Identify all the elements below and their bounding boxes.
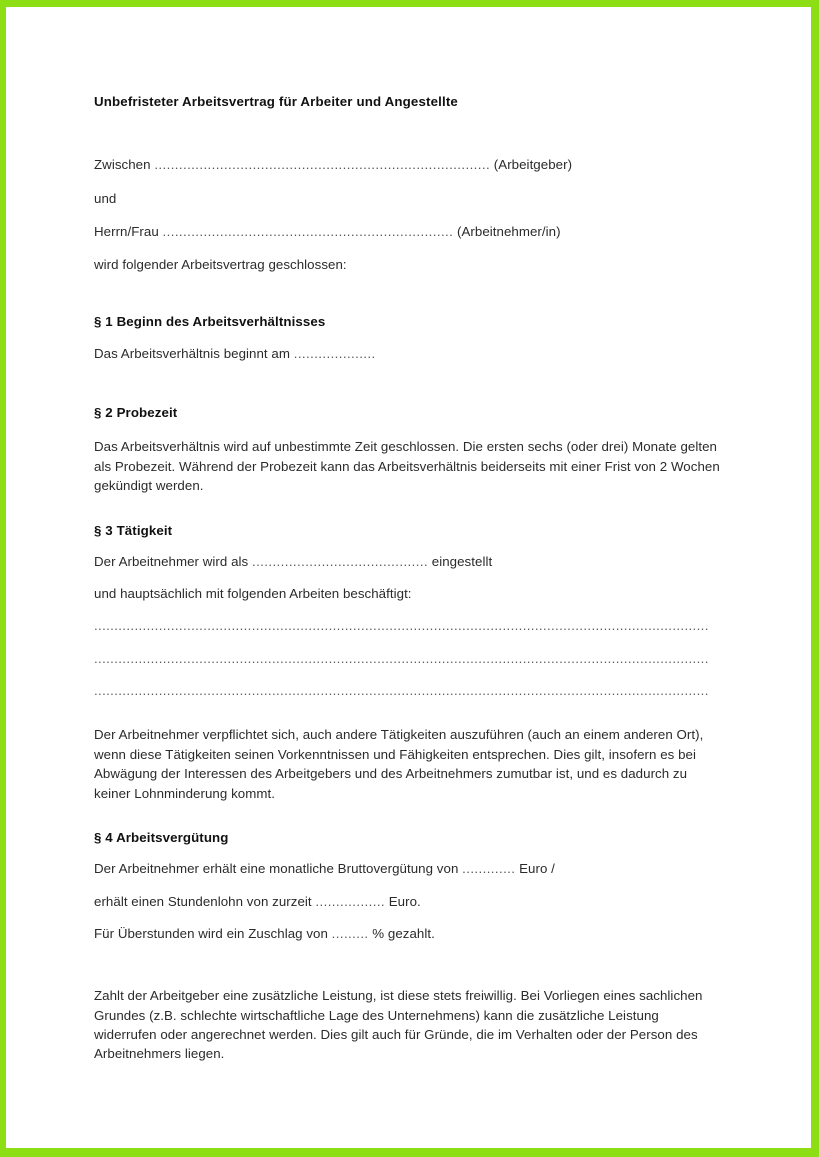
spacer xyxy=(94,419,721,437)
section-3-line-1-suffix: eingestellt xyxy=(428,553,493,569)
conjunction-line: und xyxy=(94,190,117,206)
section-heading-1: § 1 Beginn des Arbeitsverhältnisses xyxy=(94,314,326,330)
spacer xyxy=(94,568,721,587)
spacer xyxy=(94,496,721,524)
section-4-overtime-dots: ......... xyxy=(331,925,369,941)
blank-fill-line[interactable]: ........................................................................................................................................................ xyxy=(94,619,709,633)
spacer xyxy=(94,108,721,158)
employee-fill-dots: ....................................................................... xyxy=(162,223,454,239)
spacer xyxy=(94,844,721,862)
section-4-line-1-suffix: Euro / xyxy=(515,861,555,877)
spacer xyxy=(94,940,721,986)
section-4-hourly-dots: ................. xyxy=(315,893,386,909)
section-4-line-1 xyxy=(94,862,721,875)
employee-label: Herrn/Frau xyxy=(94,223,159,239)
section-1-body xyxy=(94,347,721,360)
section-heading-2: § 2 Probezeit xyxy=(94,405,178,421)
employer-line xyxy=(94,158,721,171)
section-2-body: Das Arbeitsverhältnis wird auf unbestimmte Zeit geschlossen. Die ersten sechs (oder drei) Monate gelten als Probezeit. Während der Probezeit kann das Arbeitsverhältnis beiderseits mit einer Frist von 2 Wochen gekündigt werden. xyxy=(94,439,720,494)
section-3-fill-dots: ........................................... xyxy=(251,553,429,569)
spacer xyxy=(94,633,721,652)
section-4-line-3 xyxy=(94,927,721,940)
employer-role: (Arbeitgeber) xyxy=(493,157,573,173)
section-3-line-1-prefix: Der Arbeitnehmer wird als xyxy=(94,553,252,569)
spacer xyxy=(94,876,721,895)
contract-closing-line: wird folgender Arbeitsvertrag geschlossen: xyxy=(94,257,347,273)
blank-fill-line[interactable]: ........................................................................................................................................................ xyxy=(94,651,709,666)
document-page xyxy=(6,7,811,1148)
section-4-line-1-prefix: Der Arbeitnehmer erhält eine monatliche Bruttovergütung von xyxy=(94,861,463,877)
spacer xyxy=(94,600,721,619)
section-1-body-prefix: Das Arbeitsverhältnis beginnt am xyxy=(94,345,294,361)
section-4-closing-paragraph: Zahlt der Arbeitgeber eine zusätzliche Leistung, ist diese stets freiwillig. Bei Vorliegen eines sachlichen Grundes (z.B. schlechte wirtschaftliche Lage des Unternehmens) kann die zusätzliche Leistung widerrufen oder angerechnet werden. Dies gilt auch für Gründe, die im Verhalten oder der Person des Arbeitnehmers liegen. xyxy=(94,988,703,1062)
section-4-line-2-suffix: Euro. xyxy=(385,893,421,909)
spacer xyxy=(94,537,721,555)
section-heading-4: § 4 Arbeitsvergütung xyxy=(94,830,229,845)
section-3-line-2: und hauptsächlich mit folgenden Arbeiten beschäftigt: xyxy=(94,586,412,602)
spacer xyxy=(94,238,721,258)
section-3-line-1 xyxy=(94,555,721,568)
section-4-line-3-prefix: Für Überstunden wird ein Zuschlag von xyxy=(94,925,332,941)
spacer xyxy=(94,205,721,225)
page-title: Unbefristeter Arbeitsvertrag für Arbeiter und Angestellte xyxy=(94,94,458,109)
section-4-line-2-prefix: erhält einen Stundenlohn von zurzeit xyxy=(94,893,316,909)
spacer xyxy=(94,172,721,192)
spacer xyxy=(94,697,721,725)
spacer xyxy=(94,803,721,831)
employer-label: Zwischen xyxy=(94,157,151,173)
section-1-fill-dots: .................... xyxy=(293,345,376,361)
section-3-paragraph: Der Arbeitnehmer verpflichtet sich, auch andere Tätigkeiten auszuführen (auch an einem anderen Ort), wenn diese Tätigkeiten seinen Vorkenntnissen und Fähigkeiten entsprechen. Dies gilt, insofern es bei Abwägung der Interessen des Arbeitgebers und des Arbeitnehmers zumutbar ist, und es dadurch zu keiner Lohnminderung kommt. xyxy=(94,727,704,801)
section-4-salary-dots: ............. xyxy=(462,861,516,877)
employer-fill-dots: .................................................................................. xyxy=(154,157,491,173)
spacer xyxy=(94,329,721,347)
spacer xyxy=(94,665,721,684)
blank-fill-line[interactable]: ........................................................................................................................................................ xyxy=(94,684,709,698)
section-4-line-3-suffix: % gezahlt. xyxy=(368,925,435,941)
section-4-line-2 xyxy=(94,895,721,908)
document-content xyxy=(94,95,721,1064)
section-heading-3: § 3 Tätigkeit xyxy=(94,522,173,538)
employee-line xyxy=(94,225,721,238)
spacer xyxy=(94,908,721,927)
spacer xyxy=(94,271,721,315)
spacer xyxy=(94,360,721,406)
employee-role: (Arbeitnehmer/in) xyxy=(457,223,561,239)
